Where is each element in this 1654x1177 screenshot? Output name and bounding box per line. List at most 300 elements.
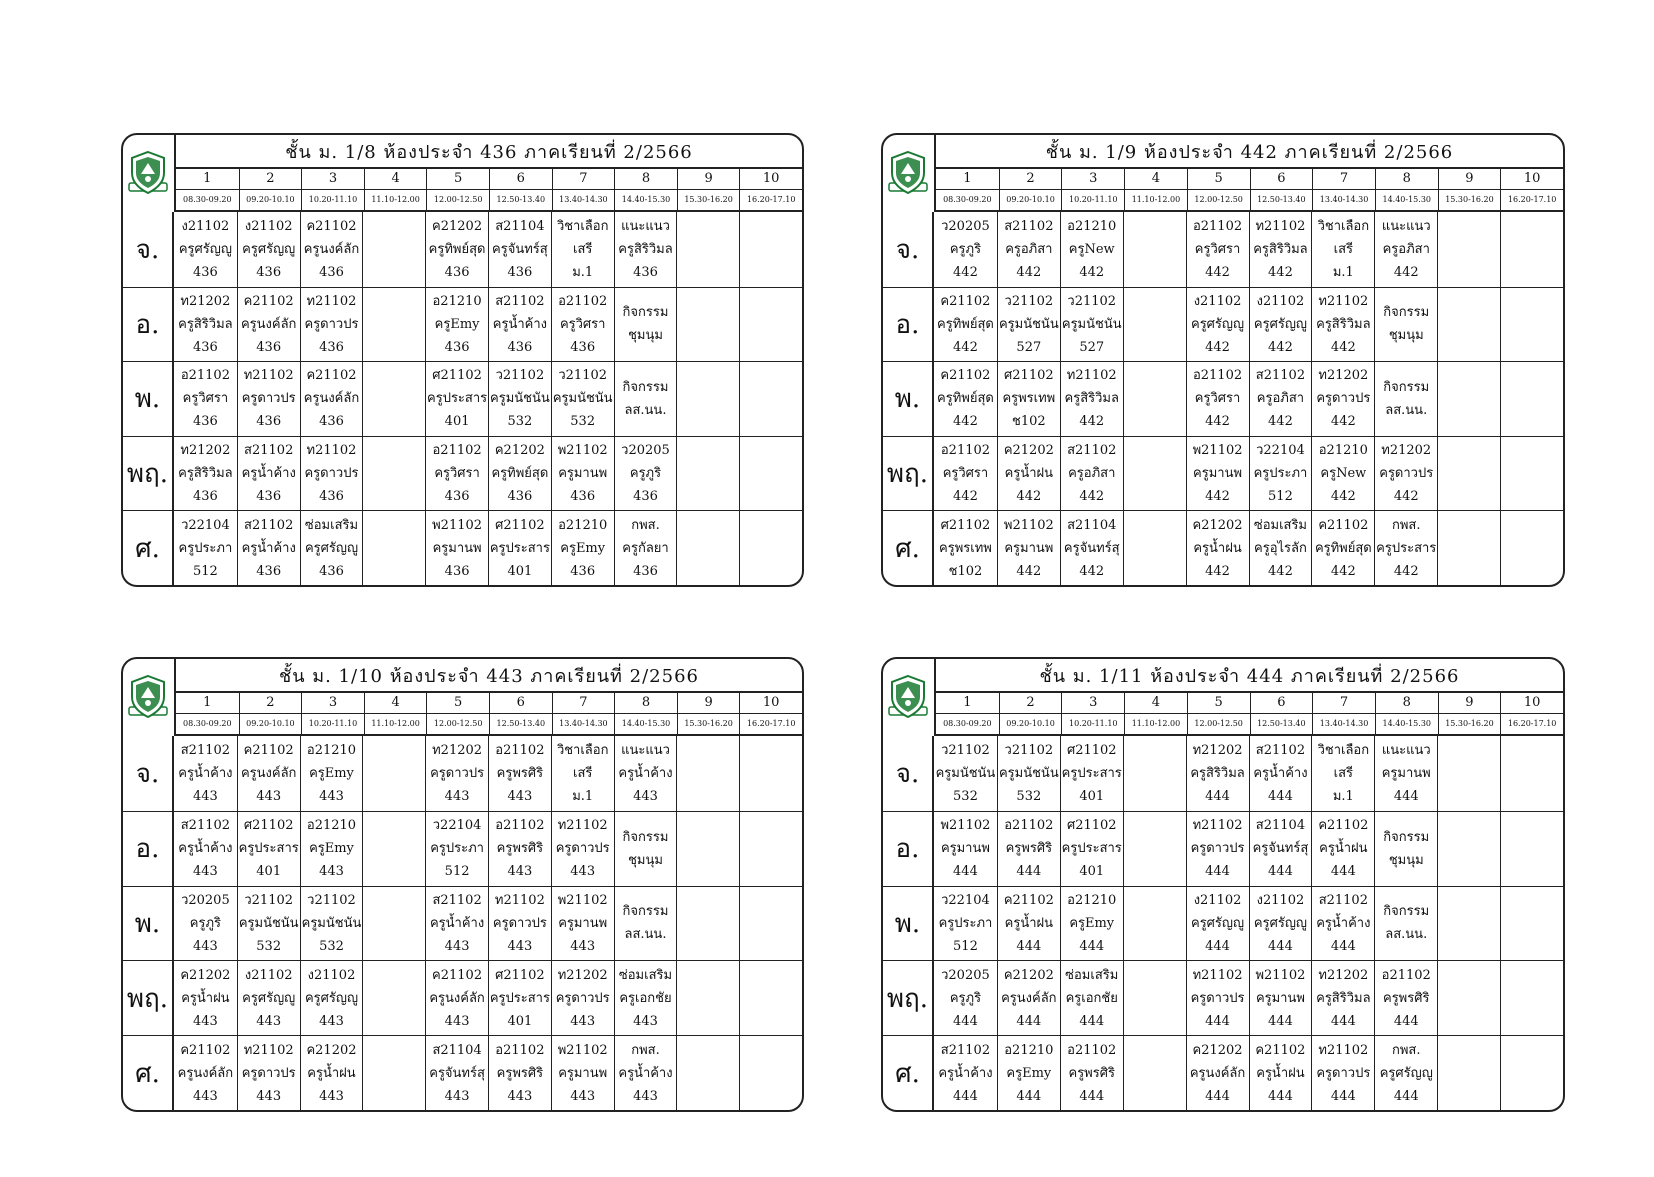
period-number: 6	[489, 169, 552, 189]
room-number: 444	[1016, 938, 1042, 954]
room-number: 436	[256, 563, 282, 579]
schedule-cell	[551, 437, 614, 511]
room-number: 442	[1393, 264, 1419, 280]
day-row	[123, 886, 802, 961]
teacher-name: ครูศรัญญู	[1191, 316, 1245, 332]
teacher-name: ครูอภิสา	[1068, 466, 1116, 482]
schedule-cell	[1500, 1036, 1563, 1110]
room-number: 443	[570, 864, 596, 880]
schedule-cell	[1437, 961, 1500, 1035]
period-number: 10	[739, 169, 802, 189]
schedule-cell	[1437, 212, 1500, 287]
room-number: 442	[1079, 414, 1105, 430]
schedule-cell	[1186, 1036, 1249, 1110]
subject-code: อ21102	[940, 443, 991, 459]
room-number: 512	[1268, 489, 1293, 505]
teacher-name: ครูดาวปร	[492, 915, 547, 931]
subject-code: ท21102	[243, 368, 294, 384]
subject-code: ค21202	[1003, 967, 1054, 983]
schedule-cell	[934, 212, 997, 287]
period-number: 1	[203, 695, 212, 710]
day-row	[123, 287, 802, 362]
schedule-cell	[362, 212, 425, 287]
subject-code: ส21102	[244, 517, 294, 533]
schedule-grid	[883, 736, 1563, 1110]
schedule-cell	[1374, 288, 1437, 362]
schedule-cell	[237, 1036, 300, 1110]
schedule-cell	[997, 511, 1060, 585]
room-number: 436	[256, 339, 282, 355]
day-row	[883, 736, 1563, 811]
schedule-cell	[1311, 887, 1374, 961]
schedule-cell	[739, 511, 802, 585]
room-number: 443	[256, 1088, 282, 1104]
schedule-cell	[1374, 1036, 1437, 1110]
teacher-name: ครูพรศิริ	[496, 765, 544, 781]
teacher-name: ครูEmy	[309, 841, 354, 857]
subject-code: ค21102	[180, 1042, 231, 1058]
day-label: อ.	[883, 812, 934, 886]
schedule-cell	[425, 812, 488, 886]
schedule-cell	[362, 288, 425, 362]
subject-code: ว21102	[495, 368, 545, 384]
period-time: 08.30-09.20	[183, 719, 232, 728]
room-number: 436	[256, 264, 282, 280]
schedule-cell	[1500, 437, 1563, 511]
schedule-cell	[1311, 812, 1374, 886]
period-number: 6	[489, 693, 552, 713]
schedule-cell	[174, 212, 237, 287]
day-label: อ.	[123, 812, 174, 886]
subject-code: ท21102	[1318, 1042, 1369, 1058]
teacher-name: ครูจันทร์สุ	[1252, 841, 1309, 857]
schedule-cell	[997, 812, 1060, 886]
logo-cell	[883, 135, 936, 212]
schedule-cell	[739, 362, 802, 436]
schedule-cell	[934, 288, 997, 362]
schedule-cell	[1374, 812, 1437, 886]
period-number: 9	[1438, 169, 1501, 189]
period-number: 3	[1061, 169, 1124, 189]
schedule-cell	[739, 887, 802, 961]
subject-code: ศ21102	[1066, 742, 1117, 758]
schedule-grid	[883, 212, 1563, 585]
room-number: 442	[1330, 489, 1356, 505]
teacher-name: ครูEmy	[434, 316, 480, 332]
subject-code: ท21202	[1318, 967, 1369, 983]
schedule-cell	[237, 437, 300, 511]
schedule-cell	[1500, 736, 1563, 811]
schedule-grid	[123, 736, 802, 1110]
room-number: 444	[1205, 1088, 1230, 1104]
room-number: ช102	[1012, 414, 1046, 430]
subject-code: ท21102	[243, 1042, 294, 1058]
day-label: จ.	[883, 736, 934, 811]
room-number: 444	[953, 864, 978, 880]
subject-code: ส21102	[940, 1042, 991, 1058]
room-number: 443	[507, 938, 533, 954]
teacher-name: ครูสิริวิมล	[1253, 241, 1308, 257]
subject-code: วิชาเลือก	[1317, 218, 1370, 234]
schedule-cell	[1374, 887, 1437, 961]
subject-code: ท21202	[557, 967, 608, 983]
schedule-cell	[614, 288, 677, 362]
day-label: จ.	[123, 736, 174, 811]
room-number: 444	[1393, 1088, 1419, 1104]
teacher-name: ชุมนุม	[1388, 852, 1424, 868]
period-number: 8	[1375, 169, 1438, 189]
room-number: 444	[1268, 1013, 1293, 1029]
day-label: พ.	[123, 362, 174, 436]
teacher-name: ครูประภา	[938, 915, 993, 931]
schedule-cell	[1060, 362, 1123, 436]
room-number: 512	[444, 864, 470, 880]
period-time: 13.40-14.30	[1312, 714, 1375, 734]
schedule-cell	[1500, 288, 1563, 362]
schedule-cell	[237, 212, 300, 287]
room-number: 442	[1268, 339, 1293, 355]
subject-code: อ21102	[495, 1042, 545, 1058]
teacher-name: ครูสิริวิมล	[178, 466, 233, 482]
room-number: 436	[444, 264, 470, 280]
period-time: 16.20-17.10	[1500, 714, 1563, 734]
room-number: 401	[507, 1013, 533, 1029]
subject-code: ว21102	[1067, 293, 1117, 309]
schedule-cell	[1186, 212, 1249, 287]
schedule-cell	[1123, 736, 1186, 811]
teacher-name: ครูมนัชนัน	[238, 915, 299, 931]
teacher-name: ครูน้ำค้าง	[492, 316, 547, 332]
teacher-name: ครูน้ำค้าง	[241, 466, 296, 482]
subject-code: ค21202	[306, 1042, 357, 1058]
schedule-cell	[300, 437, 363, 511]
schedule-cell	[300, 1036, 363, 1110]
room-number: 436	[319, 414, 344, 430]
period-time: 11.10-12.00	[1124, 714, 1187, 734]
schedule-cell	[300, 736, 363, 811]
schedule-cell	[551, 1036, 614, 1110]
period-number: 10	[1500, 693, 1563, 713]
schedule-cell	[934, 812, 997, 886]
room-number: 436	[633, 264, 658, 280]
school-emblem-icon	[127, 149, 169, 199]
subject-code: ค21102	[1255, 1042, 1306, 1058]
teacher-name: ครูอภิสา	[1005, 241, 1053, 257]
subject-code: กิจกรรม	[1383, 379, 1430, 395]
teacher-name: ครูดาวปร	[1316, 391, 1371, 407]
subject-code: ท21102	[306, 293, 357, 309]
school-emblem-icon	[887, 149, 929, 199]
subject-code: ศ21102	[1066, 818, 1117, 834]
teacher-name: ครูมานพ	[1255, 990, 1305, 1006]
room-number: 436	[192, 489, 218, 505]
schedule-cell	[237, 362, 300, 436]
subject-code: ซ่อมเสริม	[1065, 967, 1119, 983]
subject-code: กิจกรรม	[622, 829, 669, 845]
schedule-cell	[1186, 736, 1249, 811]
room-number: 442	[1268, 563, 1293, 579]
day-row	[123, 436, 802, 511]
day-label: ศ.	[883, 1036, 934, 1110]
schedule-cell	[174, 362, 237, 436]
timetable-title: ชั้น ม. 1/8 ห้องประจำ 436 ภาคเรียนที่ 2/2566	[176, 135, 802, 169]
subject-code: แนะแนว	[1381, 218, 1431, 234]
room-number: 444	[1205, 788, 1230, 804]
subject-code: ค21102	[243, 293, 294, 309]
teacher-name: ครูน้ำค้าง	[241, 540, 296, 556]
room-number: 444	[1079, 1013, 1105, 1029]
period-number: 7	[1312, 169, 1375, 189]
day-label: อ.	[883, 288, 934, 362]
subject-code: กิจกรรม	[1383, 904, 1430, 920]
teacher-name: ลส.นน.	[1385, 402, 1428, 418]
room-number: ช102	[948, 563, 983, 579]
teacher-name: ครูจันทร์สุ	[429, 1065, 485, 1081]
subject-code: ว21102	[558, 368, 608, 384]
schedule-cell	[1311, 288, 1374, 362]
schedule-cell	[1123, 288, 1186, 362]
subject-code: อ21102	[495, 818, 545, 834]
subject-code: ค21102	[1318, 818, 1369, 834]
school-emblem-icon	[887, 673, 929, 723]
schedule-cell	[1249, 812, 1312, 886]
period-time: 16.20-17.10	[739, 714, 802, 734]
schedule-cell	[174, 736, 237, 811]
subject-code: ว20205	[181, 892, 230, 908]
teacher-name: ครูประสาร	[427, 391, 488, 407]
logo-cell	[123, 659, 176, 736]
subject-code: อ21102	[1192, 368, 1243, 384]
day-row	[883, 212, 1563, 287]
schedule-cell	[997, 362, 1060, 436]
teacher-name: ครูศรัญญู	[304, 990, 359, 1006]
room-number: 443	[256, 788, 282, 804]
day-row	[883, 886, 1563, 961]
room-number: ม.1	[1332, 264, 1354, 280]
schedule-cell	[1123, 887, 1186, 961]
room-number: 443	[444, 1013, 470, 1029]
subject-code: แนะแนว	[621, 218, 670, 234]
day-label: อ.	[123, 288, 174, 362]
period-time: 09.20-10.10	[239, 714, 302, 734]
room-number: 401	[444, 414, 470, 430]
schedule-cell	[1311, 362, 1374, 436]
subject-code: ซ่อมเสริม	[1253, 517, 1308, 533]
teacher-name: ครูมนัชนัน	[998, 316, 1059, 332]
schedule-cell	[488, 812, 551, 886]
schedule-cell	[676, 288, 739, 362]
period-number-header	[176, 693, 802, 714]
subject-code: อ21210	[432, 293, 482, 309]
schedule-cell	[997, 212, 1060, 287]
subject-code: ว22104	[941, 892, 990, 908]
room-number: 443	[570, 938, 596, 954]
room-number: 443	[507, 1088, 533, 1104]
period-number: 7	[552, 693, 615, 713]
schedule-cell	[1123, 362, 1186, 436]
subject-code: ค21102	[306, 368, 357, 384]
day-row	[883, 960, 1563, 1035]
teacher-name: ครูมานพ	[1193, 466, 1243, 482]
room-number: 444	[1268, 1088, 1293, 1104]
period-time: 08.30-09.20	[943, 719, 992, 728]
period-time: 11.10-12.00	[364, 190, 427, 210]
schedule-cell	[739, 437, 802, 511]
subject-code: ง21102	[307, 967, 356, 983]
teacher-name: ครูน้ำค้าง	[618, 765, 673, 781]
teacher-name: ครูมนัชนัน	[998, 765, 1059, 781]
schedule-cell	[614, 887, 677, 961]
timetable-card	[121, 657, 804, 1112]
room-number: 443	[633, 1013, 658, 1029]
schedule-cell	[1249, 511, 1312, 585]
schedule-cell	[997, 736, 1060, 811]
day-row	[883, 287, 1563, 362]
subject-code: ค21102	[432, 967, 483, 983]
teacher-name: ครูพรเทพ	[939, 540, 992, 556]
room-number: 436	[444, 563, 470, 579]
period-time: 16.20-17.10	[739, 190, 802, 210]
day-label: ศ.	[883, 511, 934, 585]
timetable-title: ชั้น ม. 1/11 ห้องประจำ 444 ภาคเรียนที่ 2/2566	[936, 659, 1563, 693]
period-number: 4	[364, 693, 427, 713]
schedule-cell	[551, 736, 614, 811]
schedule-cell	[1186, 362, 1249, 436]
schedule-cell	[1437, 736, 1500, 811]
schedule-cell	[300, 812, 363, 886]
schedule-cell	[1500, 212, 1563, 287]
teacher-name: เสรี	[1333, 765, 1354, 781]
teacher-name: ครูนงค์ลัก	[1001, 990, 1057, 1006]
teacher-name: ครูดาวปร	[241, 391, 296, 407]
schedule-cell	[551, 961, 614, 1035]
room-number: 442	[1330, 339, 1356, 355]
subject-code: อ21102	[180, 368, 230, 384]
room-number: ม.1	[572, 788, 594, 804]
schedule-cell	[300, 961, 363, 1035]
schedule-cell	[997, 1036, 1060, 1110]
teacher-name: ครูดาวปร	[1190, 990, 1245, 1006]
schedule-cell	[739, 212, 802, 287]
schedule-cell	[174, 1036, 237, 1110]
room-number: 442	[953, 489, 978, 505]
teacher-name: ครูNew	[1320, 466, 1367, 482]
room-number: 401	[256, 864, 282, 880]
subject-code: กพส.	[1391, 517, 1421, 533]
schedule-cell	[1500, 511, 1563, 585]
logo-cell	[883, 659, 936, 736]
room-number: 444	[1079, 938, 1105, 954]
subject-code: ง21102	[244, 967, 293, 983]
schedule-cell	[614, 212, 677, 287]
schedule-cell	[1437, 812, 1500, 886]
teacher-name: ครูจันทร์สุ	[1063, 540, 1120, 556]
subject-code: อ21102	[1067, 1042, 1117, 1058]
schedule-cell	[614, 812, 677, 886]
day-row	[123, 960, 802, 1035]
teacher-name: ครูมานพ	[558, 466, 608, 482]
period-number: 3	[301, 693, 364, 713]
teacher-name: ชุมนุม	[628, 328, 663, 344]
teacher-name: ครูEmy	[1069, 915, 1115, 931]
teacher-name: ครูพรศิริ	[1005, 841, 1053, 857]
room-number: 442	[1205, 489, 1230, 505]
schedule-cell	[551, 887, 614, 961]
schedule-cell	[614, 437, 677, 511]
schedule-cell	[1186, 511, 1249, 585]
teacher-name: ครูน้ำค้าง	[1316, 915, 1371, 931]
subject-code: ศ21102	[1004, 368, 1054, 384]
period-time: 10.20-11.10	[1061, 190, 1124, 210]
schedule-cell	[488, 1036, 551, 1110]
teacher-name: ครูมนัชนัน	[935, 765, 996, 781]
teacher-name: ครูวิศรา	[434, 466, 480, 482]
schedule-cell	[676, 362, 739, 436]
day-label: พ.	[883, 362, 934, 436]
room-number: 443	[192, 1088, 218, 1104]
room-number: 443	[192, 938, 218, 954]
teacher-name: ครูน้ำฝน	[1004, 466, 1054, 482]
teacher-name: ครูพรศิริ	[1383, 990, 1430, 1006]
teacher-name: ครูมนัชนัน	[301, 915, 362, 931]
teacher-name: ครูสิริวิมล	[1190, 765, 1245, 781]
schedule-cell	[551, 362, 614, 436]
room-number: 532	[319, 938, 344, 954]
room-number: 442	[1205, 414, 1230, 430]
schedule-cell	[1060, 288, 1123, 362]
room-number: 442	[953, 414, 978, 430]
teacher-name: ครูวิศรา	[1194, 241, 1241, 257]
room-number: 444	[1268, 864, 1293, 880]
subject-code: ส21102	[1004, 218, 1054, 234]
schedule-cell	[1374, 212, 1437, 287]
teacher-name: ครูทิพย์สุด	[491, 466, 549, 482]
schedule-cell	[1500, 362, 1563, 436]
day-label: พฤ.	[123, 437, 174, 511]
period-time: 12.00-12.50	[1187, 714, 1250, 734]
schedule-cell	[1249, 362, 1312, 436]
subject-code: ค21102	[1318, 517, 1369, 533]
schedule-cell	[300, 511, 363, 585]
room-number: 436	[256, 414, 282, 430]
period-number: 5	[426, 169, 489, 189]
subject-code: ค21202	[1003, 443, 1054, 459]
room-number: 436	[633, 489, 658, 505]
schedule-cell	[614, 736, 677, 811]
logo-cell	[123, 135, 176, 212]
teacher-name: ครูวิศรา	[182, 391, 229, 407]
schedule-cell	[676, 1036, 739, 1110]
schedule-cell	[1060, 812, 1123, 886]
room-number: 443	[256, 1013, 282, 1029]
period-time: 10.20-11.10	[1061, 714, 1124, 734]
teacher-name: ครูน้ำฝน	[1004, 915, 1054, 931]
period-number: 9	[1438, 693, 1501, 713]
subject-code: ว22104	[432, 818, 482, 834]
teacher-name: ครูจันทร์สุ	[492, 241, 548, 257]
schedule-cell	[300, 887, 363, 961]
schedule-cell	[934, 887, 997, 961]
teacher-name: ครูดาวปร	[1316, 1065, 1371, 1081]
subject-code: อ21102	[1381, 967, 1431, 983]
teacher-name: ครูวิศรา	[559, 316, 606, 332]
subject-code: แนะแนว	[621, 742, 670, 758]
timetable-card	[881, 657, 1565, 1112]
subject-code: ท21102	[1192, 818, 1243, 834]
room-number: 444	[1268, 788, 1293, 804]
schedule-cell	[362, 887, 425, 961]
schedule-cell	[1123, 437, 1186, 511]
